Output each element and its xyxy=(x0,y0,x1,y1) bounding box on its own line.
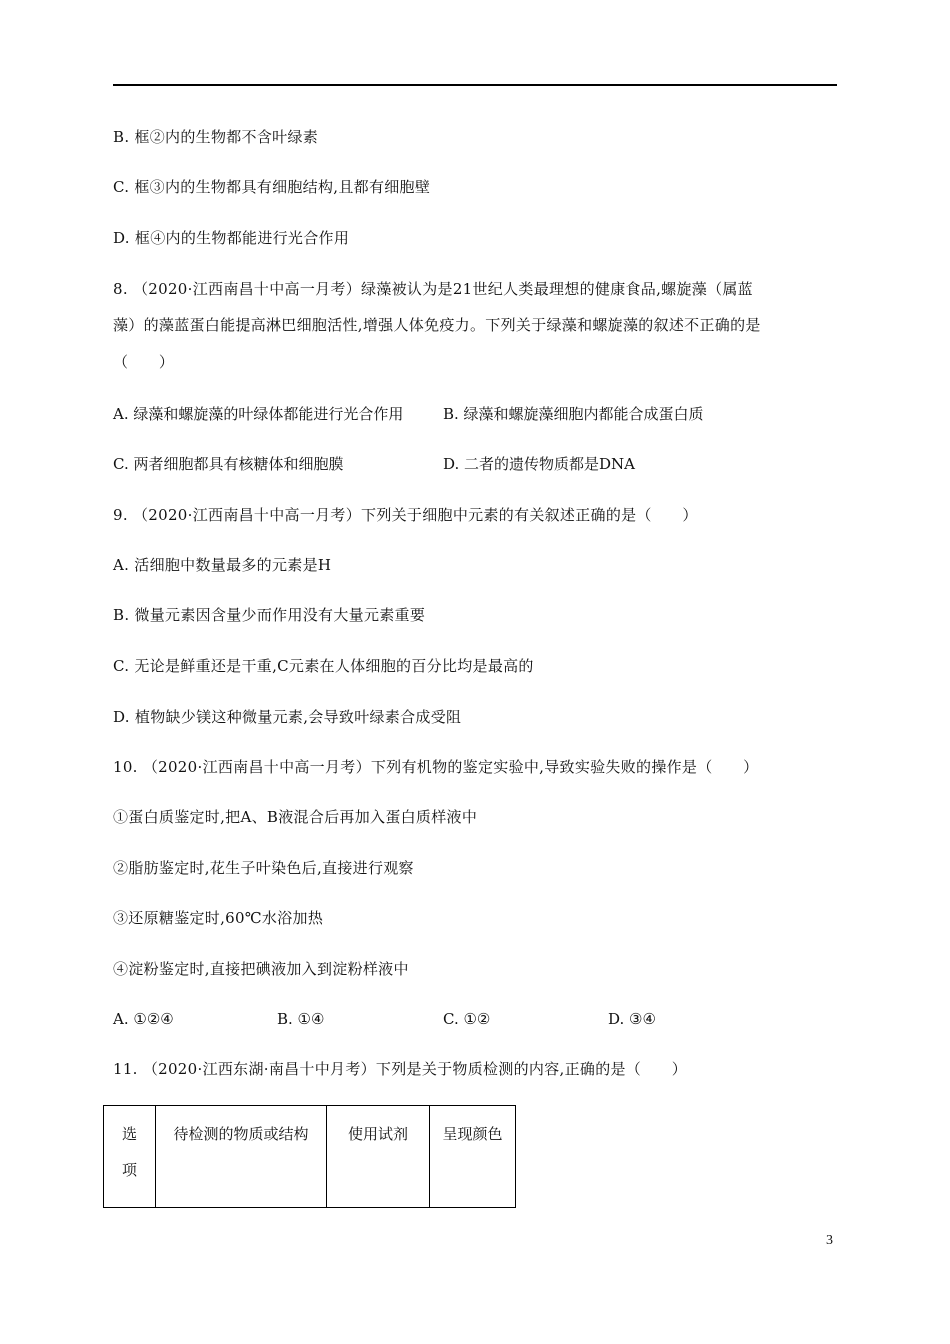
q8-stem-line-1: 8. （2020·江西南昌十中高一月考）绿藻被认为是21世纪人类最理想的健康食品,螺旋藻（属蓝 xyxy=(113,280,753,298)
q11-stem: 11. （2020·江西东湖·南昌十中月考）下列是关于物质检测的内容,正确的是（ ） xyxy=(113,1060,688,1078)
q9-option-d: D. 植物缺少镁这种微量元素,会导致叶绿素合成受阻 xyxy=(113,708,462,726)
header-cell-option xyxy=(104,1106,156,1208)
q11-table xyxy=(103,1105,516,1208)
q7-option-c: C. 框③内的生物都具有细胞结构,且都有细胞壁 xyxy=(113,178,431,196)
q9-option-c: C. 无论是鲜重还是干重,C元素在人体细胞的百分比均是最高的 xyxy=(113,657,534,675)
q8-stem-line-2: 藻）的藻蓝蛋白能提高淋巴细胞活性,增强人体免疫力。下列关于绿藻和螺旋藻的叙述不正确的是 xyxy=(113,316,761,334)
q10-option-a: A. ①②④ xyxy=(113,1010,174,1028)
q10-stem: 10. （2020·江西南昌十中高一月考）下列有机物的鉴定实验中,导致实验失败的操作是（ ） xyxy=(113,758,759,776)
q8-option-d: D. 二者的遗传物质都是DNA xyxy=(443,455,636,473)
header-color-label: 呈现颜色 xyxy=(442,1125,503,1143)
q10-option-d: D. ③④ xyxy=(608,1010,656,1028)
header-substance-label: 待检测的物质或结构 xyxy=(173,1125,309,1143)
q8-option-c: C. 两者细胞都具有核糖体和细胞膜 xyxy=(113,455,344,473)
page-number: 3 xyxy=(826,1233,833,1248)
header-option-label: 选项 xyxy=(122,1125,138,1179)
header-cell-substance xyxy=(156,1106,327,1208)
q8-stem-line-3: （ ） xyxy=(113,353,175,371)
header-reagent-label: 使用试剂 xyxy=(347,1125,408,1143)
q9-option-a: A. 活细胞中数量最多的元素是H xyxy=(113,556,332,574)
q9-option-b: B. 微量元素因含量少而作用没有大量元素重要 xyxy=(113,606,426,624)
q7-option-d: D. 框④内的生物都能进行光合作用 xyxy=(113,229,350,247)
header-rule xyxy=(113,84,837,86)
q10-item-2: ②脂肪鉴定时,花生子叶染色后,直接进行观察 xyxy=(113,859,414,877)
header-cell-reagent xyxy=(327,1106,430,1208)
header-cell-color xyxy=(430,1106,516,1208)
q10-option-b: B. ①④ xyxy=(277,1010,325,1028)
table-header-row xyxy=(104,1106,516,1208)
q8-option-a: A. 绿藻和螺旋藻的叶绿体都能进行光合作用 xyxy=(113,405,404,423)
q8-option-b: B. 绿藻和螺旋藻细胞内都能合成蛋白质 xyxy=(443,405,704,423)
q7-option-b: B. 框②内的生物都不含叶绿素 xyxy=(113,128,319,146)
q9-stem: 9. （2020·江西南昌十中高一月考）下列关于细胞中元素的有关叙述正确的是（ ） xyxy=(113,506,698,524)
q10-option-c: C. ①② xyxy=(443,1010,491,1028)
q10-item-3: ③还原糖鉴定时,60℃水浴加热 xyxy=(113,909,324,927)
q10-item-1: ①蛋白质鉴定时,把A、B液混合后再加入蛋白质样液中 xyxy=(113,808,478,826)
q10-item-4: ④淀粉鉴定时,直接把碘液加入到淀粉样液中 xyxy=(113,960,409,978)
